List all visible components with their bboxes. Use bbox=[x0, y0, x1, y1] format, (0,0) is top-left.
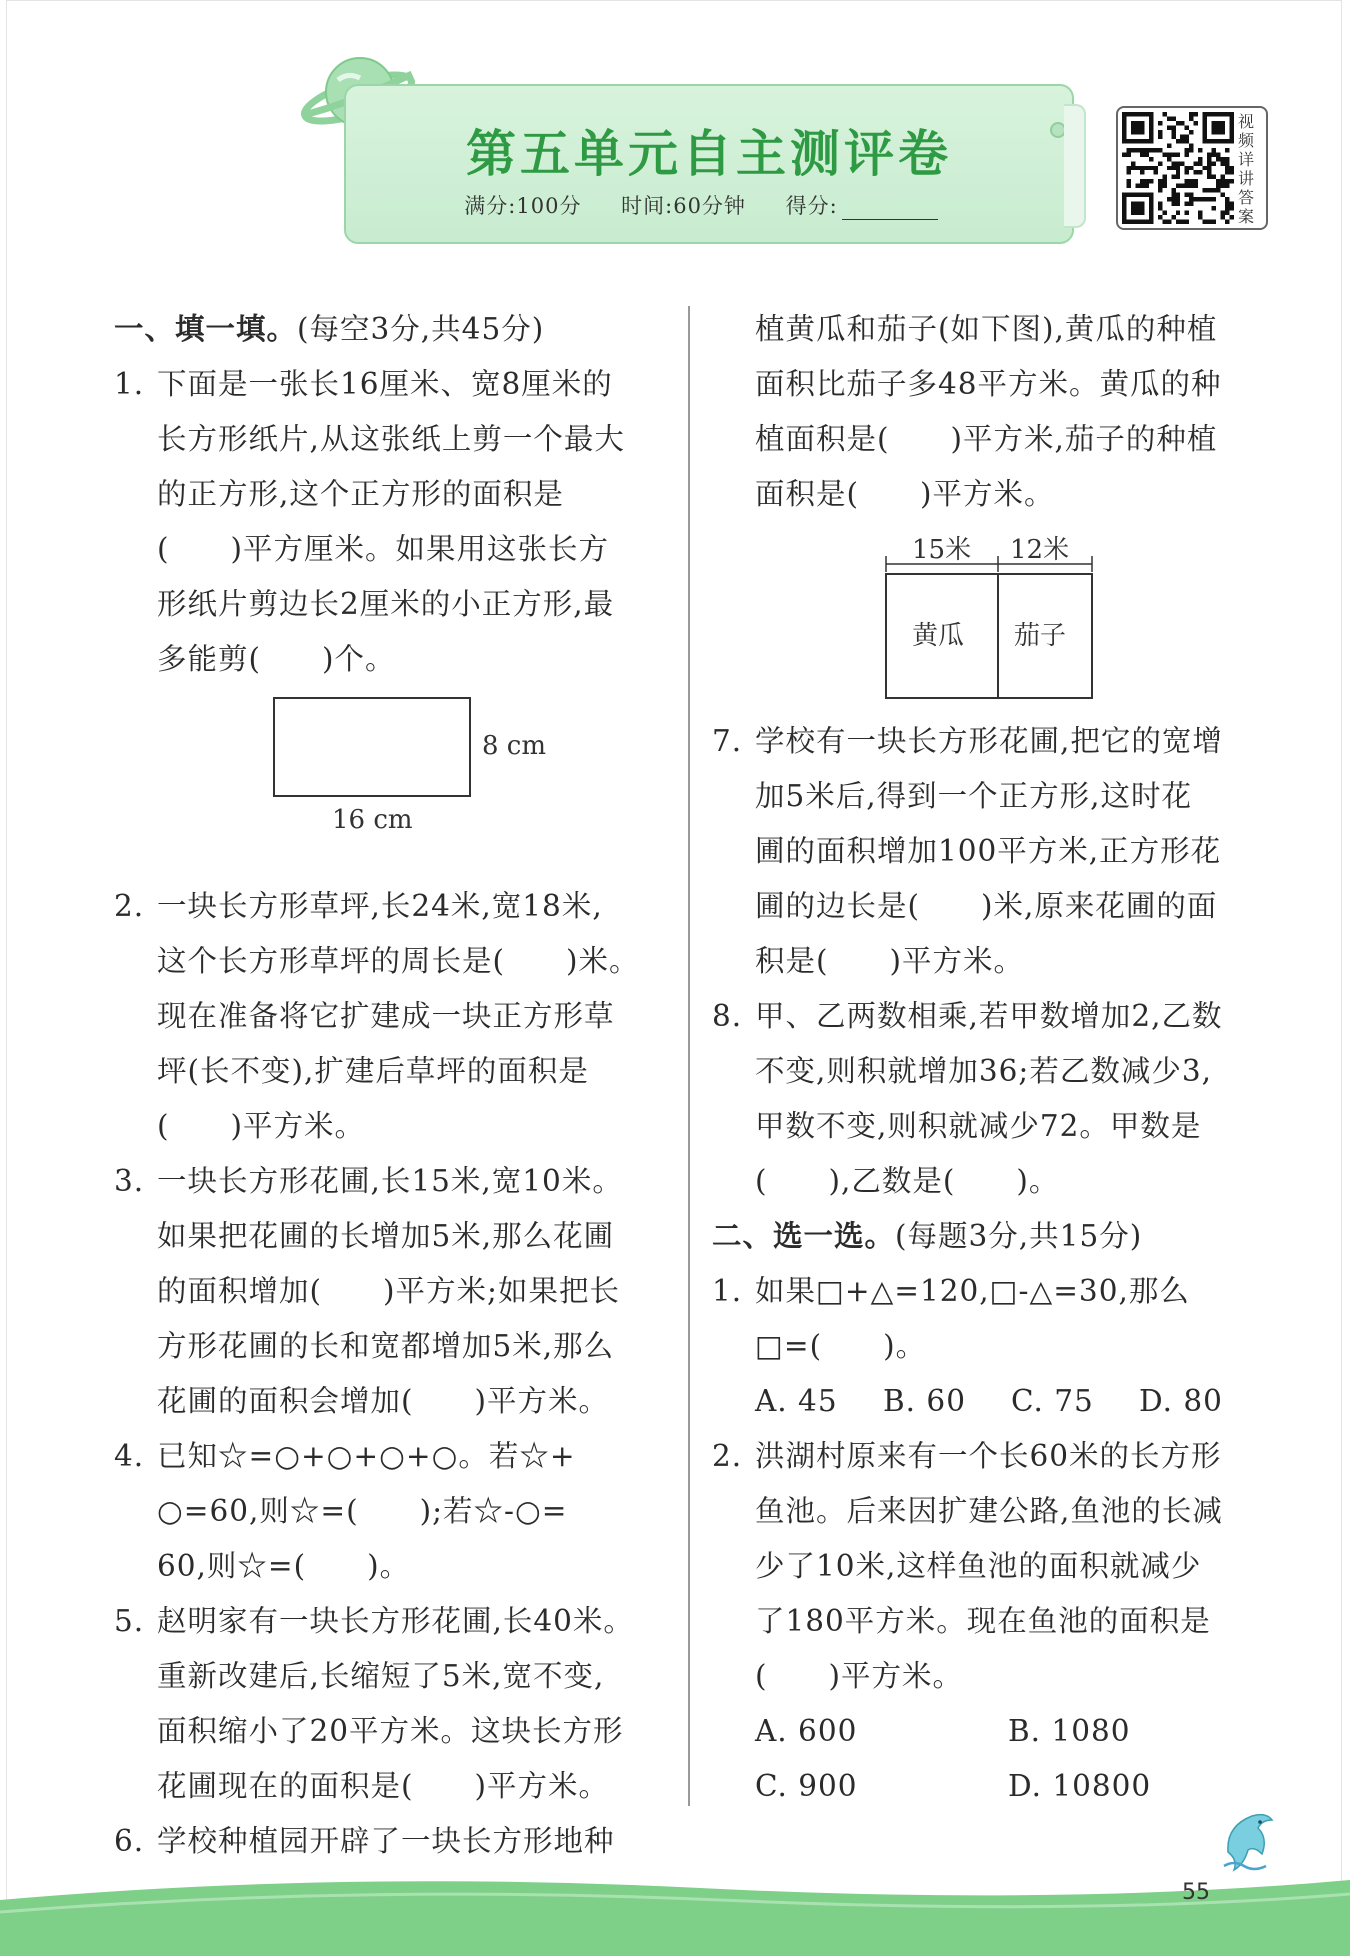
question-text: 圃的边长是( )米,原来花圃的面 bbox=[755, 889, 1218, 923]
qr-caption-char: 视 bbox=[1238, 112, 1255, 131]
qr-caption-char: 讲 bbox=[1238, 169, 1255, 188]
question-text: 甲数不变,则积就减少72。甲数是 bbox=[755, 1109, 1202, 1143]
plot-label-1: 黄瓜 bbox=[912, 621, 965, 651]
question-text: ( )平方厘米。如果用这张长方 bbox=[157, 532, 610, 566]
wave-shape bbox=[0, 1880, 1350, 1956]
question-line bbox=[114, 879, 674, 934]
question-text: 一块长方形花圃,长15米,宽10米。 bbox=[157, 1164, 623, 1198]
question-number: 6. bbox=[114, 1824, 145, 1858]
plot-label-2: 茄子 bbox=[1014, 621, 1067, 651]
question-text: 不变,则积就增加36;若乙数减少3, bbox=[755, 1054, 1212, 1088]
question-text: ( ),乙数是( )。 bbox=[755, 1164, 1060, 1198]
section-note: (每题3分,共15分) bbox=[895, 1219, 1143, 1253]
question-text: 如果□+△=120,□-△=30,那么 bbox=[755, 1274, 1190, 1308]
question-line bbox=[712, 714, 1267, 769]
question-number: 3. bbox=[114, 1164, 145, 1198]
section-note: (每空3分,共45分) bbox=[297, 312, 545, 346]
question-text: 这个长方形草坪的周长是( )米。 bbox=[157, 944, 640, 978]
question-number: 2. bbox=[712, 1439, 743, 1473]
question-number: 4. bbox=[114, 1439, 145, 1473]
question-text: ○=60,则☆=( );若☆-○= bbox=[157, 1494, 568, 1528]
question-text: 坪(长不变),扩建后草坪的面积是 bbox=[157, 1054, 589, 1088]
q6-garden-figure bbox=[880, 530, 1100, 702]
question-text: 植面积是( )平方米,茄子的种植 bbox=[755, 422, 1218, 456]
column-divider bbox=[688, 306, 690, 1806]
score-label: 得分: bbox=[785, 194, 838, 218]
question-line bbox=[114, 1594, 674, 1649]
question-text: 多能剪( )个。 bbox=[157, 642, 396, 676]
question-text: 洪湖村原来有一个长60米的长方形 bbox=[755, 1439, 1222, 1473]
page-title: 第五单元自主测评卷 bbox=[466, 125, 952, 183]
time-limit: 时间:60分钟 bbox=[621, 194, 746, 218]
question-text: 面积缩小了20平方米。这块长方形 bbox=[157, 1714, 624, 1748]
question-number: 2. bbox=[114, 889, 145, 923]
question-text: 学校种植园开辟了一块长方形地种 bbox=[157, 1824, 615, 1858]
qr-caption-char: 答 bbox=[1238, 188, 1255, 207]
question-text: 花圃的面积会增加( )平方米。 bbox=[157, 1384, 610, 1418]
option-a[interactable]: A. 45 bbox=[755, 1384, 838, 1418]
option-a[interactable]: A. 600 bbox=[755, 1714, 858, 1748]
option-b[interactable]: B. 60 bbox=[883, 1384, 966, 1418]
question-text: 面积是( )平方米。 bbox=[755, 477, 1055, 511]
dolphin-icon bbox=[1218, 1808, 1278, 1878]
question-text: 学校有一块长方形花圃,把它的宽增 bbox=[755, 724, 1223, 758]
question-text: 方形花圃的长和宽都增加5米,那么 bbox=[157, 1329, 615, 1363]
option-d[interactable]: D. 80 bbox=[1139, 1384, 1223, 1418]
full-score: 满分:100分 bbox=[464, 194, 582, 218]
score-blank bbox=[842, 201, 938, 220]
qr-caption-char: 案 bbox=[1238, 207, 1255, 226]
page-number: 55 bbox=[1182, 1880, 1210, 1905]
question-text: 长方形纸片,从这张纸上剪一个最大 bbox=[157, 422, 625, 456]
paper-rectangle bbox=[274, 698, 470, 796]
option-c[interactable]: C. 900 bbox=[755, 1769, 858, 1803]
qr-code-icon[interactable] bbox=[1122, 112, 1234, 224]
question-text: 圃的面积增加100平方米,正方形花 bbox=[755, 834, 1222, 868]
question-line bbox=[114, 1154, 674, 1209]
question-text: 花圃现在的面积是( )平方米。 bbox=[157, 1769, 610, 1803]
question-line bbox=[114, 1429, 674, 1484]
question-text: 加5米后,得到一个正方形,这时花 bbox=[755, 779, 1193, 813]
question-text: ( )平方米。 bbox=[755, 1659, 964, 1693]
qr-caption-char: 频 bbox=[1238, 131, 1255, 150]
question-text: 一块长方形草坪,长24米,宽18米, bbox=[157, 889, 603, 923]
option-b[interactable]: B. 1080 bbox=[1008, 1714, 1131, 1748]
qr-caption-char: 详 bbox=[1238, 150, 1255, 169]
question-text: 赵明家有一块长方形花圃,长40米。 bbox=[157, 1604, 634, 1638]
question-text: 形纸片剪边长2厘米的小正方形,最 bbox=[157, 587, 615, 621]
question-text: 现在准备将它扩建成一块正方形草 bbox=[157, 999, 615, 1033]
question-number: 7. bbox=[712, 724, 743, 758]
choice-options bbox=[712, 1704, 1267, 1759]
question-number: 5. bbox=[114, 1604, 145, 1638]
question-number: 8. bbox=[712, 999, 743, 1033]
question-line bbox=[712, 1429, 1267, 1484]
question-number: 1. bbox=[712, 1274, 743, 1308]
question-text: 少了10米,这样鱼池的面积就减少 bbox=[755, 1549, 1202, 1583]
right-column bbox=[712, 302, 1267, 1814]
question-text: 如果把花圃的长增加5米,那么花圃 bbox=[157, 1219, 615, 1253]
section-title: 一、填一填。 bbox=[114, 312, 298, 346]
q1-rectangle-figure bbox=[268, 692, 568, 832]
question-text: □=( )。 bbox=[755, 1329, 927, 1363]
option-d[interactable]: D. 10800 bbox=[1008, 1769, 1152, 1803]
question-text: 的面积增加( )平方米;如果把长 bbox=[157, 1274, 620, 1308]
section-1-heading bbox=[114, 302, 674, 357]
length-label-1: 15米 bbox=[912, 535, 972, 565]
footer-wave bbox=[0, 1840, 1350, 1956]
header-banner bbox=[344, 84, 1074, 244]
score-field bbox=[786, 194, 954, 218]
question-text: 鱼池。后来因扩建公路,鱼池的长减 bbox=[755, 1494, 1223, 1528]
length-label-2: 12米 bbox=[1010, 535, 1070, 565]
section-2-heading bbox=[712, 1209, 1267, 1264]
choice-options bbox=[712, 1759, 1267, 1814]
question-text: 植黄瓜和茄子(如下图),黄瓜的种植 bbox=[755, 312, 1218, 346]
choice-options bbox=[712, 1374, 1267, 1429]
question-text: 重新改建后,长缩短了5米,宽不变, bbox=[157, 1659, 605, 1693]
exam-meta bbox=[346, 190, 1072, 220]
question-text: 了180平方米。现在鱼池的面积是 bbox=[755, 1604, 1211, 1638]
length-label: 16 cm bbox=[332, 805, 413, 832]
question-text: 60,则☆=( )。 bbox=[157, 1549, 411, 1583]
question-text: 下面是一张长16厘米、宽8厘米的 bbox=[157, 367, 613, 401]
question-text: 的正方形,这个正方形的面积是 bbox=[157, 477, 564, 511]
question-line bbox=[712, 989, 1267, 1044]
qr-caption bbox=[1238, 112, 1262, 226]
left-column bbox=[114, 302, 674, 1869]
question-line bbox=[114, 357, 674, 412]
question-text: 已知☆=○+○+○+○。若☆+ bbox=[157, 1439, 576, 1473]
question-text: ( )平方米。 bbox=[157, 1109, 366, 1143]
question-text: 积是( )平方米。 bbox=[755, 944, 1025, 978]
question-text: 面积比茄子多48平方米。黄瓜的种 bbox=[755, 367, 1222, 401]
section-title: 二、选一选。 bbox=[712, 1219, 896, 1253]
question-line bbox=[712, 1264, 1267, 1319]
question-number: 1. bbox=[114, 367, 145, 401]
question-text: 甲、乙两数相乘,若甲数增加2,乙数 bbox=[755, 999, 1223, 1033]
option-c[interactable]: C. 75 bbox=[1011, 1384, 1094, 1418]
width-label: 8 cm bbox=[482, 731, 547, 761]
